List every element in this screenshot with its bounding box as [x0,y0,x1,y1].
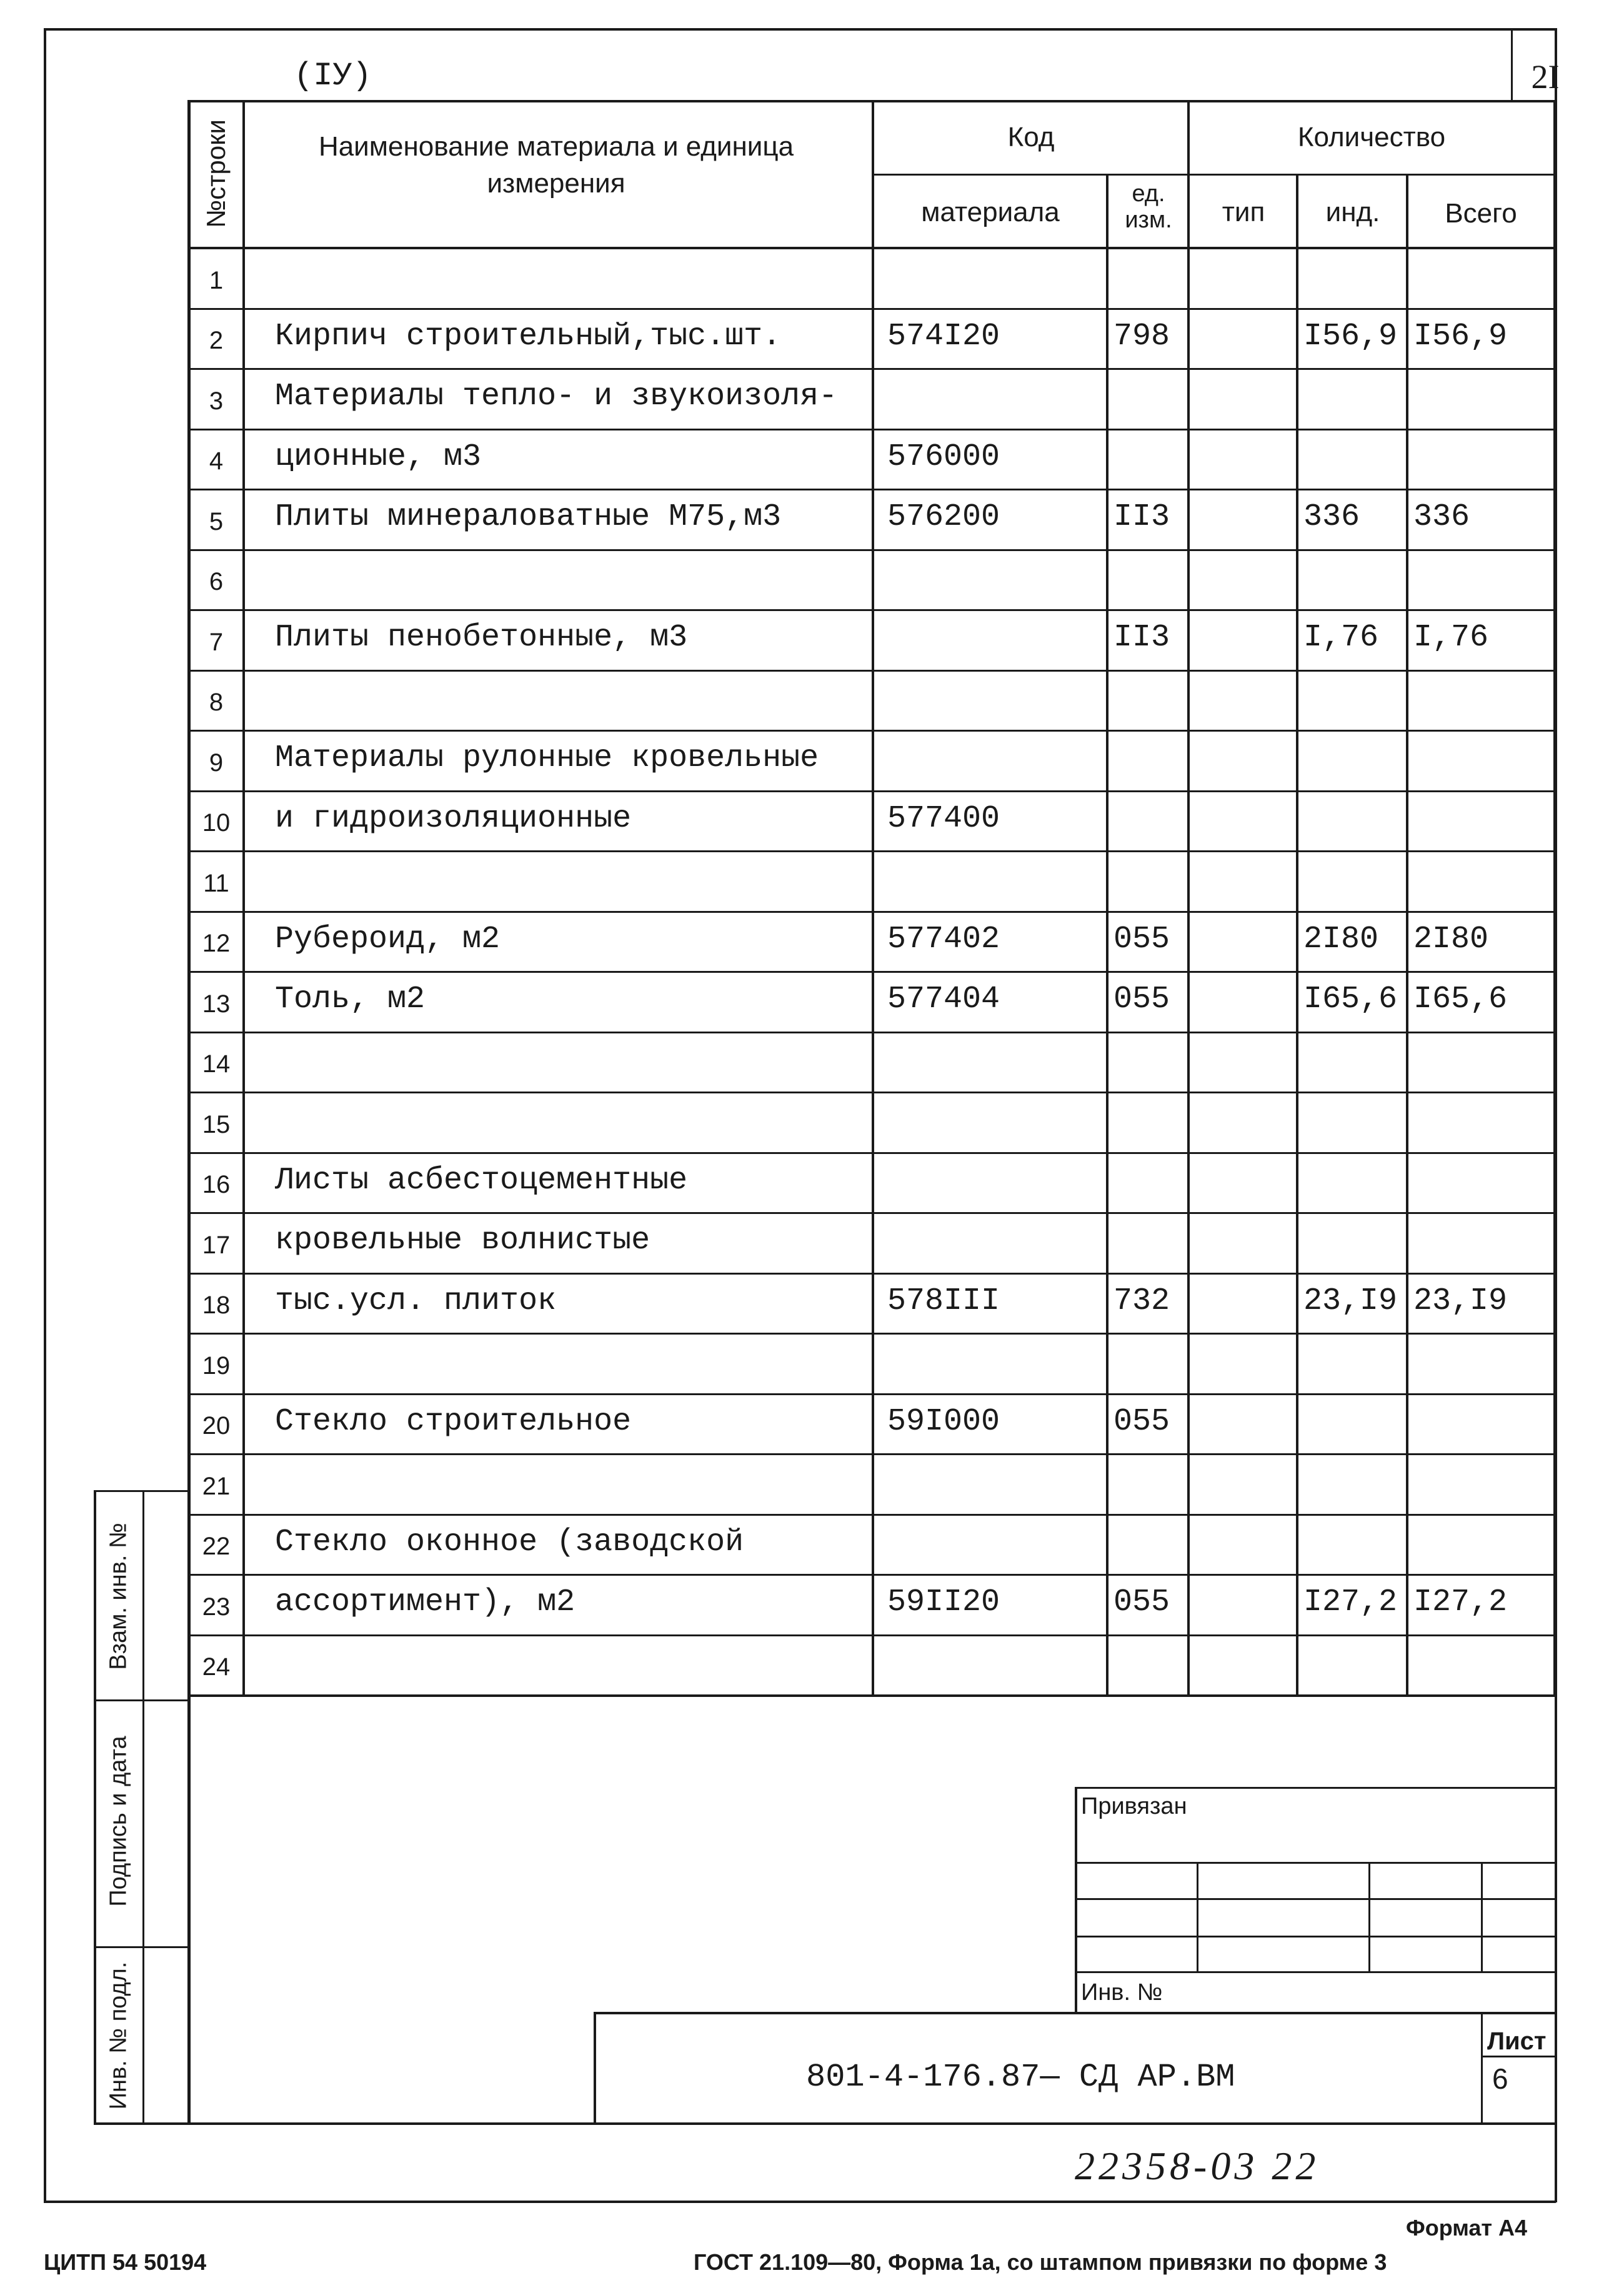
cell-name: Листы асбестоцементные [275,1163,688,1198]
cell-name: тыс.усл. плиток [275,1283,557,1319]
row-divider [187,850,1556,852]
cell-total: 2I80 [1413,922,1489,957]
row-number: 11 [203,870,229,897]
row-divider [187,1634,1556,1636]
cell-total: 336 [1413,499,1470,535]
header-ind: инд. [1325,197,1380,227]
cell-name: кровельные волнистые [275,1223,650,1258]
row-divider [187,1092,1556,1093]
row-number: 20 [202,1412,231,1440]
side-stamp-h2 [94,1946,187,1948]
side-stamp-outer [94,1490,96,2124]
title-block-left [594,2012,596,2124]
row-divider [187,1333,1556,1335]
sheet-cell-mid [1481,2056,1556,2057]
row-number: 14 [202,1050,231,1078]
cell-name: Кирпич строительный,тыс.шт. [275,319,782,354]
stamp-v3 [1481,1862,1483,1973]
sheet-value: 6 [1492,2062,1508,2095]
row-number: 18 [202,1291,231,1319]
row-divider [187,790,1556,792]
row-number: 23 [202,1593,231,1621]
cell-name: ционные, м3 [275,439,482,475]
cell-name: Толь, м2 [275,982,426,1017]
cell-total: I65,6 [1413,982,1508,1017]
frame-top [44,28,1556,31]
cell-code: 576200 [887,499,1000,535]
row-number: 19 [202,1352,231,1380]
variant-label: (IУ) [294,57,372,94]
side-stamp-divider [142,1490,144,2124]
cell-name: Стекло оконное (заводской [275,1525,744,1560]
row-number: 6 [209,568,224,595]
col-line-rowno [242,100,245,1696]
cell-code: 574I20 [887,319,1000,354]
side-stamp-top [94,1490,187,1492]
cell-ind: 2I80 [1303,922,1379,957]
row-divider [187,730,1556,732]
cell-code: 577402 [887,922,1000,957]
row-divider [187,429,1556,430]
side-stamp-h1 [94,1699,187,1701]
header-name: Наименование материала и единица измерения [318,131,794,199]
table-right-border [1553,100,1557,1696]
row-divider [187,1514,1556,1516]
row-divider [187,489,1556,490]
row-divider [187,1273,1556,1275]
stamp-privyazan-label: Привязан [1081,1793,1187,1819]
cell-unit: 055 [1113,922,1170,957]
side-stamp-bottom [94,2122,1556,2125]
row-divider [187,549,1556,551]
stamp-inv-no-label: Инв. № [1081,1979,1163,2006]
stamp-v2 [1368,1862,1370,1973]
sheet-label: Лист [1487,2027,1547,2055]
cell-name: Рубероид, м2 [275,922,501,957]
cell-total: I,76 [1413,620,1489,655]
header-material: материала [921,197,1060,227]
row-divider [187,368,1556,370]
footer-publisher: ЦИТП 54 50194 [44,2249,207,2275]
cell-unit: II3 [1113,499,1170,535]
header-code: Код [1007,122,1055,152]
row-number: 9 [209,749,224,777]
cell-ind: I56,9 [1303,319,1398,354]
frame-left [44,28,46,2202]
cell-ind: 23,I9 [1303,1283,1398,1319]
row-number: 8 [209,689,224,716]
row-number: 22 [202,1533,231,1560]
stamp-h3 [1075,1936,1556,1937]
row-number: 17 [202,1231,231,1259]
cell-code: 577400 [887,801,1000,837]
stamp-h1 [1075,1862,1556,1864]
row-number: 2 [209,327,224,354]
row-number: 21 [202,1473,231,1500]
stamp-h4 [1075,1971,1556,1973]
row-divider [187,1694,1556,1697]
cell-name: Материалы рулонные кровельные [275,740,819,776]
cell-unit: 055 [1113,1584,1170,1620]
cell-ind: 336 [1303,499,1360,535]
row-divider [187,1453,1556,1455]
title-block-top [594,2012,1556,2014]
header-type: тип [1222,197,1265,227]
document-number: 801-4-176.87— СД АР.ВМ [806,2059,1235,2096]
cell-ind: I65,6 [1303,982,1398,1017]
cell-ind: I,76 [1303,620,1379,655]
row-divider [187,1574,1556,1576]
row-number: 16 [202,1171,231,1198]
cell-unit: 055 [1113,982,1170,1017]
cell-ind: I27,2 [1303,1584,1398,1620]
row-number: 5 [209,508,224,535]
row-number: 7 [209,629,224,656]
cell-name: ассортимент), м2 [275,1584,575,1620]
cell-code: 59I000 [887,1404,1000,1440]
row-divider [187,1212,1556,1214]
cell-name: Плиты минераловатные М75,м3 [275,499,782,535]
row-divider [187,1393,1556,1395]
cell-total: I27,2 [1413,1584,1508,1620]
col-line-type [1296,174,1298,1696]
cell-name: и гидроизоляционные [275,801,632,837]
col-line-unit [1187,100,1190,1696]
cell-unit: 732 [1113,1283,1170,1319]
cell-name: Материалы тепло- и звукоизоля- [275,379,838,414]
row-number: 15 [202,1111,231,1138]
row-divider [187,971,1556,973]
cell-code: 578III [887,1283,1000,1319]
footer-standard: ГОСТ 21.109—80, Форма 1а, со штампом привязки по форме 3 [694,2249,1387,2275]
cell-unit: II3 [1113,620,1170,655]
row-number: 1 [209,267,224,294]
row-number: 13 [202,990,231,1018]
stamp-h2 [1075,1898,1556,1900]
cell-total: I56,9 [1413,319,1508,354]
col-line-name [872,100,874,1696]
cell-code: 577404 [887,982,1000,1017]
row-divider [187,911,1556,913]
row-divider [187,1032,1556,1033]
row-number: 4 [209,447,224,475]
row-divider [187,308,1556,310]
row-divider [187,609,1556,611]
cell-code: 576000 [887,439,1000,475]
row-divider [187,670,1556,672]
stamp-privyazan-top [1075,1787,1556,1789]
row-number: 24 [202,1653,231,1681]
archive-number: 22358-03 22 [1075,2144,1320,2188]
header-unit: ед. изм. [1125,181,1172,233]
row-number: 12 [202,930,231,957]
col-line-ind [1406,174,1408,1696]
col-line-code [1106,174,1108,1696]
stamp-v1 [1197,1862,1198,1973]
cell-unit: 055 [1113,1404,1170,1440]
cell-unit: 798 [1113,319,1170,354]
cell-name: Плиты пенобетонные, м3 [275,620,688,655]
frame-bottom [44,2201,1556,2203]
row-divider [187,1152,1556,1154]
header-row-number: №строки [201,119,231,228]
cell-code: 59II20 [887,1584,1000,1620]
header-mid [872,174,1556,176]
row-number: 10 [202,809,231,837]
cell-total: 23,I9 [1413,1283,1508,1319]
header-top [187,100,1556,102]
header-bottom [187,247,1556,249]
cell-name: Стекло строительное [275,1404,632,1440]
sheet-number-divider [1511,28,1513,100]
row-number: 3 [209,387,224,415]
table-left-border [187,100,191,2124]
sheet-cell-left [1481,2012,1483,2124]
sheet-number: 2I [1531,58,1560,96]
header-total: Всего [1445,198,1517,229]
header-quantity: Количество [1297,122,1446,152]
format-note: Формат А4 [1406,2215,1528,2241]
